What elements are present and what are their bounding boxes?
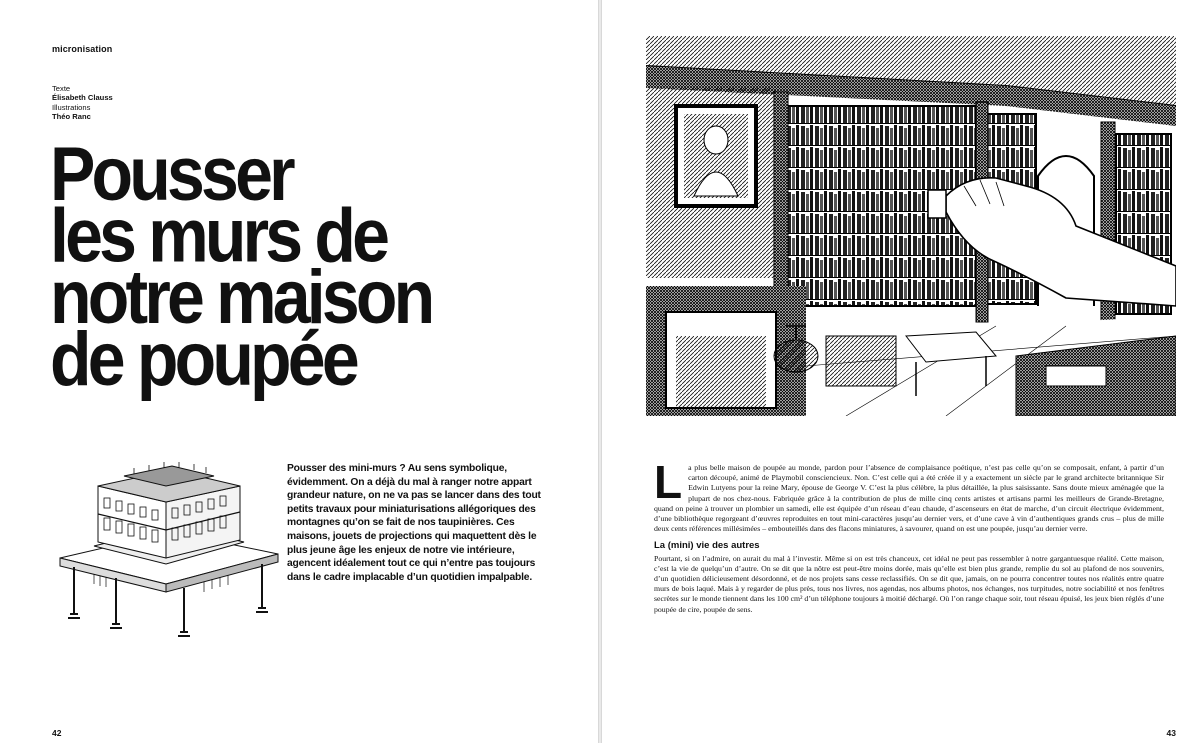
article-credits <box>52 84 113 122</box>
credits-illustrator: Théo Ranc <box>52 112 91 122</box>
headline <box>50 131 590 402</box>
left-page <box>0 0 598 743</box>
standfirst: Pousser des mini-murs ? Au sens symbolique, évidemment. On a déjà du mal à ranger notre appart grandeur nature, on ne va pas se lancer dans des tout petits travaux pour miniaturisations allégoriques des montagnes qu’on se fait de nos taupinières. Ces maisons, jouets de projections qui maquettent dès le plus jeune âge les enjeux de notre vie intérieure, agencent idéalement tout ce qui n’entre pas toujours dans le cadre implacable d’un quotidien impalpable. <box>287 463 541 583</box>
headline-line: les murs de <box>50 193 387 279</box>
credits-text-label: Texte <box>52 84 71 93</box>
section-subheading: La (mini) vie des autres <box>654 540 760 552</box>
headline-line: notre maison <box>50 254 432 340</box>
library-illustration <box>646 36 1176 416</box>
credits-author: Élisabeth Clauss <box>52 93 113 103</box>
body-paragraph: Pourtant, si on l’admire, on aurait du mal à l’investir. Même si on est très chanceux, cet idéal ne peut pas ressembler à notre gargantuesque réalité. Cette maison, c’est la vie de quelqu’un d’autre. On se dit que la nôtre est peut-être moins dorée, mais qu’elle est bien plus grande, remplie du sol au plafond de nos souvenirs, d’un quotidien délicieusement désordonné, et de nos projets sans cesse reclassifiés. On se dit que, jamais, on ne pourra concentrer toutes nos réalités entre quatre murs de bois laqué. Mais à y regarder de plus près, tous nos livres, nos agendas, nos albums photos, nos échanges, nos turpitudes, notre sociabilité et nos fenêtres secrètes sur le monde tiennent dans les 100 cm² d’un téléphone toujours à moitié déchargé. Où l’on range chaque soir, tout réseau épuisé, les jeux bien réglés d’une poupée de cire, poupée de sens. <box>654 553 1164 614</box>
credits-illustrations-label: Illustrations <box>52 102 91 112</box>
page-number-left: 42 <box>52 728 62 738</box>
headline-line: Pousser <box>50 131 292 217</box>
dollhouse-illustration <box>54 446 284 640</box>
headline-line: de poupée <box>50 316 356 402</box>
rubric-label: micronisation <box>52 44 113 54</box>
right-page <box>602 0 1200 743</box>
body-paragraph <box>654 456 1164 534</box>
page-number-right: 43 <box>1166 728 1176 738</box>
paragraph-text: a plus belle maison de poupée au monde, pardon pour l’absence de complaisance poétique, n’est pas celle qu’on se composait, enfant, à partir d’un carton découpé, animé de Playmobil consciencieux. Non. C’est celle qui a été créée il y a exactement un siècle par le grand architecte britannique Sir Edwin Lutyens pour la reine Mary, épouse de George V. C’est la plus célèbre, la plus détaillée, la plus saisissante. Sans doute mieux aménagée que la plupart de nos chez-nous. Fabriquée grâce à la contribution de plus de mille cinq cents artistes et artisans parmi les meilleurs de Grande-Bretagne, quand on peine à trouver un plombier un samedi, elle est équipée d’un réseau d’eau chaude, d’ascenseurs en état de marche, d’un circuit électrique évidemment, d’une bibliothèque regorgeant d’œuvres reproduites en tout mini-caractères jusqu’au dernier vers, et d’une cave à vin d’authentiques grands crus – plus de mille deux cents références millésimées – embouteillés dans des flacons miniatures, à savourer, quand on est une poupée, jusqu’au dernier verre. <box>654 463 1164 534</box>
drop-cap: L <box>654 456 683 508</box>
article-body <box>654 456 1164 615</box>
